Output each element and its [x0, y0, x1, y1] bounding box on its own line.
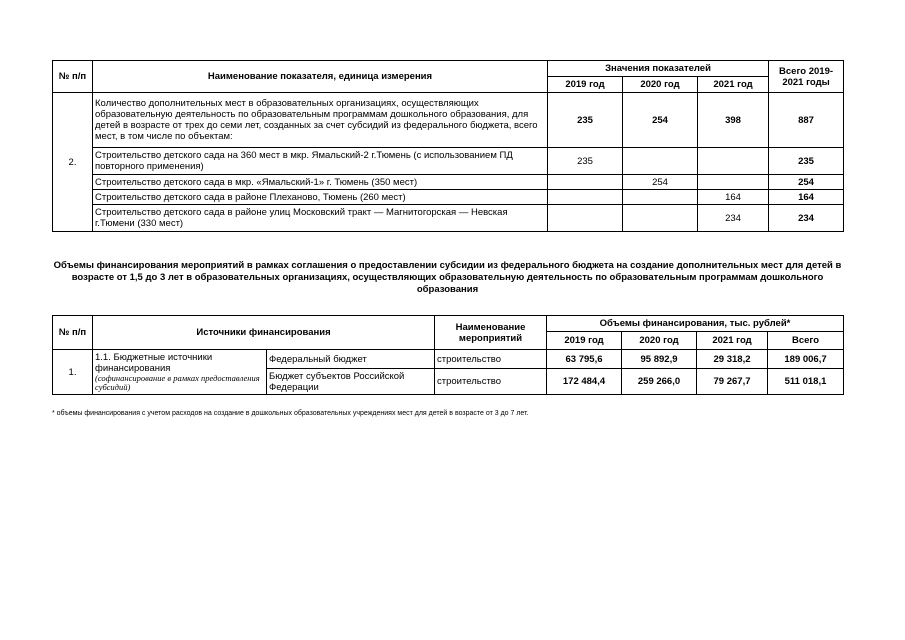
col-header-year: 2019 год	[548, 77, 623, 93]
value-2019	[548, 175, 623, 190]
col-header-num: № п/п	[53, 316, 93, 350]
footnote: * объемы финансирования с учетом расходов на создание в дошкольных образовательных учреждениях мест для детей в возрасте от 3 до 7 лет.	[52, 410, 529, 417]
value-2019: 235	[548, 148, 623, 175]
value-total: 164	[769, 190, 844, 205]
value-2020: 254	[623, 93, 698, 148]
row-number: 2.	[53, 93, 93, 232]
col-header-sources: Источники финансирования	[93, 316, 435, 350]
value-2019	[548, 205, 623, 232]
value-2020: 95 892,9	[622, 350, 697, 369]
value-2021: 164	[698, 190, 769, 205]
value-2021: 79 267,7	[697, 369, 768, 395]
source-group-label: 1.1. Бюджетные источники финансирования	[95, 352, 213, 374]
indicator-name: Строительство детского сада в мкр. «Ямальский-1» г. Тюмень (350 мест)	[93, 175, 548, 190]
table-row	[53, 205, 844, 232]
col-header-total: Всего 2019-2021 годы	[769, 61, 844, 93]
source-group-note: (софинансирование в рамках предоставления субсидий)	[95, 373, 260, 392]
value-2019: 235	[548, 93, 623, 148]
value-2020	[623, 148, 698, 175]
value-2019: 63 795,6	[547, 350, 622, 369]
indicator-name: Строительство детского сада в районе улиц Московский тракт — Магнитогорская — Невская г.Тюмени (330 мест)	[93, 205, 548, 232]
value-2019	[548, 190, 623, 205]
value-2020	[623, 205, 698, 232]
value-2020: 254	[623, 175, 698, 190]
source-name: Федеральный бюджет	[267, 350, 435, 369]
col-header-name: Наименование показателя, единица измерения	[93, 61, 548, 93]
table-row	[53, 190, 844, 205]
value-total: 235	[769, 148, 844, 175]
col-header-year: 2020 год	[622, 332, 697, 350]
row-number: 1.	[53, 350, 93, 395]
indicators-table	[52, 60, 844, 232]
value-total: 887	[769, 93, 844, 148]
table-row	[53, 350, 844, 369]
col-header-event: Наименование мероприятий	[435, 316, 547, 350]
value-2021	[698, 148, 769, 175]
value-2021: 29 318,2	[697, 350, 768, 369]
table-row	[53, 175, 844, 190]
value-2021: 234	[698, 205, 769, 232]
value-2021	[698, 175, 769, 190]
col-header-year: 2021 год	[697, 332, 768, 350]
col-header-year: 2020 год	[623, 77, 698, 93]
value-2020: 259 266,0	[622, 369, 697, 395]
value-total: 234	[769, 205, 844, 232]
col-header-num: № п/п	[53, 61, 93, 93]
event-name: строительство	[435, 350, 547, 369]
value-total: 254	[769, 175, 844, 190]
indicator-name: Количество дополнительных мест в образовательных организациях, осуществляющих образовательную деятельность по образовательным программам дошкольного образования, для детей в возрасте от трех до семи лет, созданных за счет субсидий из федерального бюджета, всего мест, в том числе по объектам:	[93, 93, 548, 148]
col-header-year: 2019 год	[547, 332, 622, 350]
col-header-year: 2021 год	[698, 77, 769, 93]
indicator-name: Строительство детского сада на 360 мест в мкр. Ямальский-2 г.Тюмень (с использованием ПД повторного применения)	[93, 148, 548, 175]
indicator-name: Строительство детского сада в районе Плеханово, Тюмень (260 мест)	[93, 190, 548, 205]
value-total: 511 018,1	[768, 369, 844, 395]
section-title: Объемы финансирования мероприятий в рамках соглашения о предоставлении субсидии из федерального бюджета на создание дополнительных мест для детей в возрасте от 1,5 до 3 лет в образовательных организациях, осуществляющих образовательную деятельность по образовательным программам дошкольного образования	[53, 260, 842, 295]
col-header-values: Значения показателей	[548, 61, 769, 77]
col-header-volumes: Объемы финансирования, тыс. рублей*	[547, 316, 844, 332]
value-2019: 172 484,4	[547, 369, 622, 395]
table-row	[53, 148, 844, 175]
value-total: 189 006,7	[768, 350, 844, 369]
event-name: строительство	[435, 369, 547, 395]
value-2021: 398	[698, 93, 769, 148]
source-group	[93, 350, 267, 395]
table-row	[53, 93, 844, 148]
source-name: Бюджет субъектов Российской Федерации	[267, 369, 435, 395]
financing-table	[52, 315, 844, 395]
col-header-total: Всего	[768, 332, 844, 350]
value-2020	[623, 190, 698, 205]
